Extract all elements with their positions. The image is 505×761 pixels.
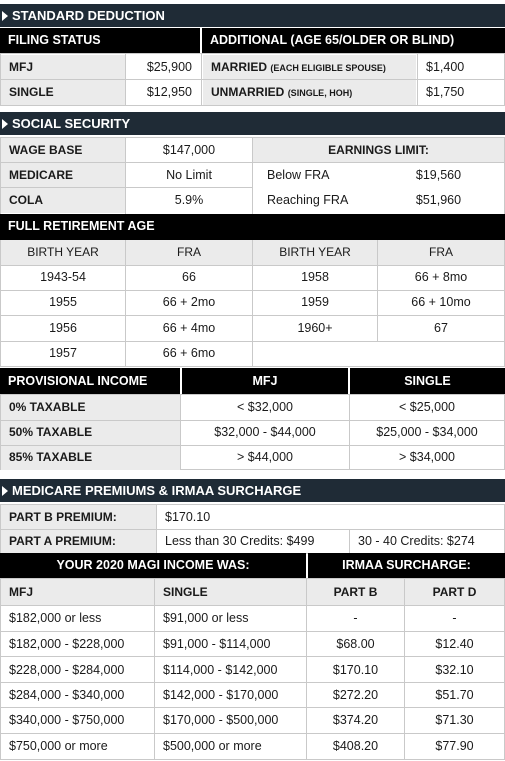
irmaa-mfj: $284,000 - $340,000: [9, 688, 125, 702]
fra-year: 1958: [301, 270, 329, 284]
irmaa-col-mfj: MFJ: [1, 579, 154, 605]
irmaa-single: $142,000 - $170,000: [163, 688, 279, 702]
irmaa-header: IRMAA SURCHARGE:: [308, 553, 505, 578]
irmaa-part-b: $374.20: [332, 713, 379, 727]
divider: [252, 137, 253, 215]
below-fra-label: Below FRA: [267, 168, 330, 182]
irmaa-single: $114,000 - $142,000: [163, 663, 278, 677]
provisional-row-label: 85% TAXABLE: [1, 445, 180, 470]
part-a-value-2: 30 - 40 Credits: $274: [358, 534, 475, 548]
unmarried-value: $1,750: [426, 85, 465, 99]
triangle-icon: [2, 11, 8, 21]
divider: [0, 707, 505, 708]
divider: [125, 240, 126, 367]
section-header-standard-deduction: [0, 4, 505, 27]
irmaa-mfj: $228,000 - $284,000: [9, 663, 125, 677]
fra-age: 66 + 10mo: [411, 295, 471, 309]
irmaa-col-part-d: PART D: [405, 579, 504, 605]
unmarried-label: [203, 80, 416, 105]
divider: [349, 394, 350, 470]
married-label: [203, 55, 416, 80]
triangle-icon: [2, 119, 8, 129]
provisional-col-mfj: MFJ: [182, 368, 348, 394]
divider: [0, 420, 505, 421]
irmaa-col-single: SINGLE: [155, 579, 306, 605]
single-label: SINGLE: [1, 80, 125, 105]
married-text: MARRIED: [211, 60, 267, 74]
provisional-row-label: 0% TAXABLE: [1, 395, 180, 420]
cola-label: COLA: [1, 188, 125, 213]
below-fra-value: $19,560: [415, 168, 462, 182]
mfj-value: $25,900: [146, 60, 192, 74]
reaching-fra-value: $51,960: [415, 193, 462, 207]
provisional-mfj: > $44,000: [237, 450, 293, 464]
triangle-icon: [2, 486, 8, 496]
reaching-fra-label: Reaching FRA: [267, 193, 349, 207]
fra-col-birth-year-2: BIRTH YEAR: [253, 240, 377, 265]
divider: [0, 187, 253, 188]
fra-age: 67: [434, 321, 448, 335]
cola-value: 5.9%: [174, 193, 204, 207]
section-title: SOCIAL SECURITY: [12, 116, 131, 131]
divider: [0, 605, 505, 606]
divider: [417, 53, 418, 106]
irmaa-part-b: $408.20: [332, 739, 379, 753]
fra-year: 1955: [49, 295, 77, 309]
irmaa-single: $91,000 or less: [163, 611, 249, 625]
fra-col-fra: FRA: [126, 240, 252, 265]
medicare-label: MEDICARE: [1, 163, 125, 188]
irmaa-part-d: -: [452, 611, 457, 625]
fra-col-fra-2: FRA: [378, 240, 504, 265]
fra-age: 66 + 2mo: [162, 295, 216, 309]
part-a-value-1: Less than 30 Credits: $499: [165, 534, 315, 548]
irmaa-single: $170,000 - $500,000: [163, 713, 279, 727]
fra-year: 1959: [301, 295, 329, 309]
divider: [306, 578, 307, 760]
divider: [0, 733, 505, 734]
divider: [125, 53, 126, 106]
fra-age: 66: [182, 270, 196, 284]
provisional-income-header: PROVISIONAL INCOME: [0, 368, 180, 394]
additional-header: ADDITIONAL (AGE 65/OLDER OR BLIND): [202, 28, 505, 53]
wage-base-value: $147,000: [162, 143, 216, 157]
earnings-limit-header: EARNINGS LIMIT:: [253, 138, 504, 163]
irmaa-mfj: $340,000 - $750,000: [9, 713, 125, 727]
irmaa-part-b: $170.10: [332, 663, 379, 677]
fra-age: 66 + 6mo: [162, 346, 216, 360]
divider: [125, 137, 126, 215]
section-header-social-security: [0, 112, 505, 135]
unmarried-text: UNMARRIED: [211, 85, 285, 99]
divider: [0, 79, 505, 80]
provisional-col-single: SINGLE: [350, 368, 505, 394]
irmaa-part-b: -: [353, 611, 358, 625]
divider: [154, 578, 155, 760]
divider: [0, 656, 505, 657]
section-title: MEDICARE PREMIUMS & IRMAA SURCHARGE: [12, 483, 302, 498]
fra-year: 1956: [49, 321, 77, 335]
married-value: $1,400: [426, 60, 465, 74]
irmaa-part-b: $272.20: [332, 688, 379, 702]
mfj-label: MFJ: [1, 55, 125, 80]
fra-col-birth-year: BIRTH YEAR: [1, 240, 125, 265]
divider: [201, 53, 202, 106]
part-a-label: PART A PREMIUM:: [1, 529, 156, 553]
irmaa-part-d: $32.10: [435, 663, 474, 677]
provisional-row-label: 50% TAXABLE: [1, 420, 180, 445]
section-header-medicare: [0, 479, 505, 502]
part-b-label: PART B PREMIUM:: [1, 505, 156, 529]
part-b-value: $170.10: [165, 510, 211, 524]
fra-age: 66 + 8mo: [414, 270, 468, 284]
divider: [0, 682, 505, 683]
married-note: (EACH ELIGIBLE SPOUSE): [270, 63, 386, 73]
irmaa-part-d: $51.70: [435, 688, 474, 702]
fra-year: 1957: [49, 346, 77, 360]
single-value: $12,950: [146, 85, 192, 99]
medicare-value: No Limit: [166, 168, 212, 182]
irmaa-part-d: $71.30: [435, 713, 474, 727]
filing-status-header: FILING STATUS: [0, 28, 200, 53]
divider: [349, 529, 350, 554]
divider: [0, 445, 505, 446]
provisional-mfj: < $32,000: [237, 400, 293, 414]
irmaa-part-d: $12.40: [435, 637, 474, 651]
irmaa-mfj: $750,000 or more: [9, 739, 108, 753]
magi-header: YOUR 2020 MAGI INCOME WAS:: [0, 553, 306, 578]
divider: [377, 240, 378, 341]
irmaa-single: $500,000 or more: [163, 739, 262, 753]
provisional-mfj: $32,000 - $44,000: [214, 425, 316, 439]
provisional-single: $25,000 - $34,000: [376, 425, 478, 439]
irmaa-single: $91,000 - $114,000: [163, 637, 271, 651]
irmaa-part-d: $77.90: [435, 739, 474, 753]
divider: [252, 240, 253, 367]
divider: [156, 504, 157, 554]
irmaa-part-b: $68.00: [336, 637, 375, 651]
irmaa-mfj: $182,000 - $228,000: [9, 637, 125, 651]
irmaa-mfj: $182,000 or less: [9, 611, 102, 625]
fra-section-header: FULL RETIREMENT AGE: [0, 214, 505, 240]
provisional-single: > $34,000: [399, 450, 455, 464]
section-title: STANDARD DEDUCTION: [12, 8, 165, 23]
fra-year: 1943-54: [40, 270, 86, 284]
divider: [0, 529, 505, 530]
provisional-single: < $25,000: [399, 400, 455, 414]
divider: [0, 631, 505, 632]
unmarried-note: (SINGLE, HOH): [287, 88, 353, 98]
divider: [404, 578, 405, 760]
divider: [180, 394, 181, 470]
fra-age: 66 + 4mo: [162, 321, 216, 335]
irmaa-col-part-b: PART B: [307, 579, 404, 605]
wage-base-label: WAGE BASE: [1, 138, 125, 163]
fra-year: 1960+: [297, 321, 333, 335]
